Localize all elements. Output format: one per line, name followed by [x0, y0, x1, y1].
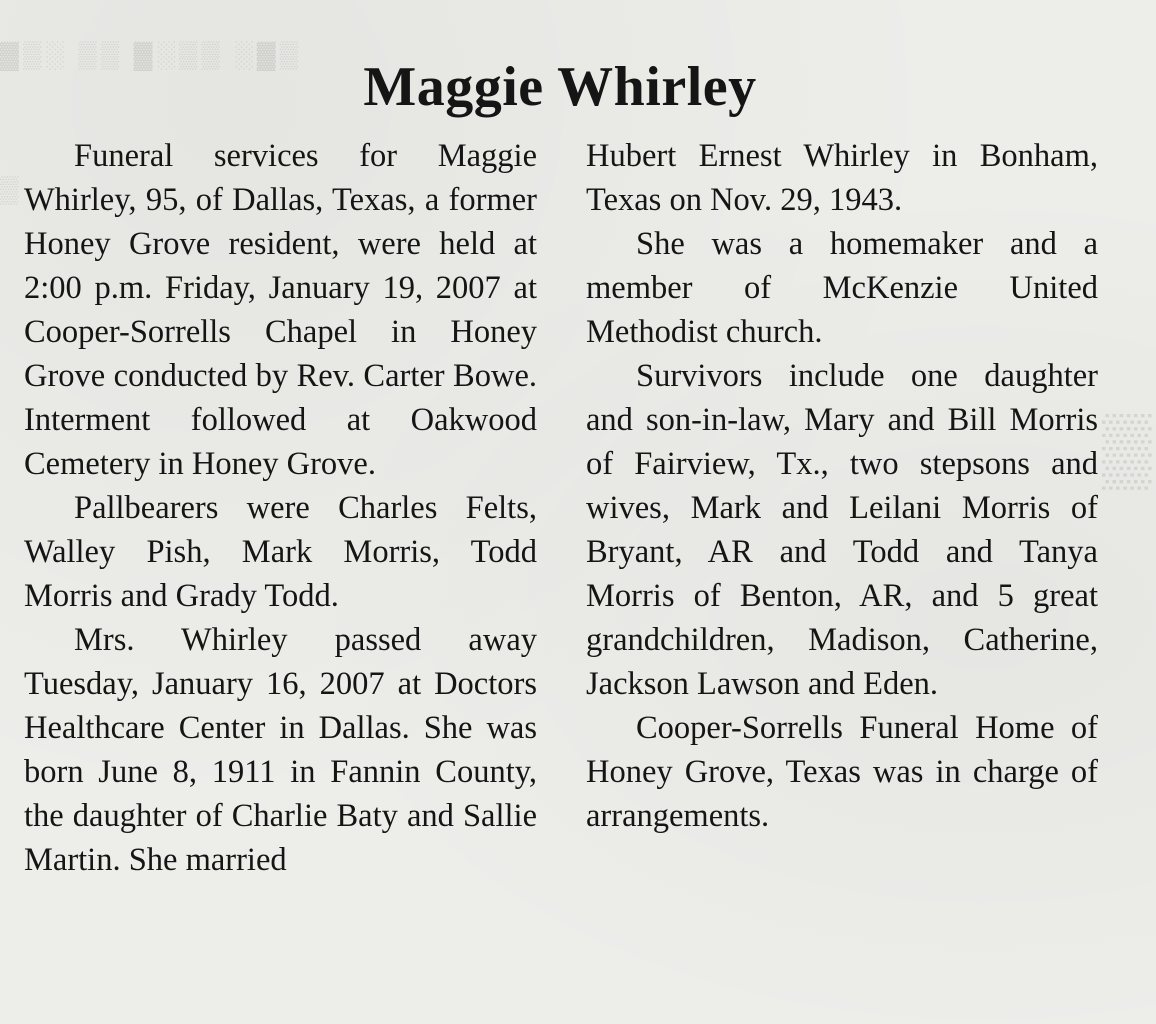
obituary-headline: Maggie Whirley — [363, 56, 757, 118]
paragraph-funeral-services: Funeral services for Maggie Whirley, 95, of Dallas, Texas, a former Honey Grove resident, were held at 2:00 p.m. Friday, January 19, 2007 at Cooper-Sorrells Chapel in Honey Grove conducted by Rev. Carter Bowe. Interment followed at Oakwood Cemetery in Honey Grove. — [24, 138, 537, 482]
reverse-side-bleed-through: ▓▒░ ▒▒ ▓░▒▒ ░▓▒ — [0, 40, 303, 69]
paragraph-pallbearers: Pallbearers were Charles Felts, Walley Pish, Mark Morris, Todd Morris and Grady Todd. — [24, 490, 537, 614]
left-column — [24, 134, 537, 882]
right-column — [586, 134, 1098, 838]
paragraph-arrangements: Cooper-Sorrells Funeral Home of Honey Grove, Texas was in charge of arrangements. — [586, 710, 1098, 834]
reverse-side-bleed-through-left: ▒ — [0, 175, 23, 204]
paragraph-biography: Mrs. Whirley passed away Tuesday, January 16, 2007 at Doctors Healthcare Center in Dallas. She was born June 8, 1911 in Fannin County, the daughter of Charlie Baty and Sallie Martin. She married — [24, 622, 537, 878]
reverse-side-bleed-through-right: ▒ — [1102, 411, 1156, 488]
paragraph-survivors: Survivors include one daughter and son-in-law, Mary and Bill Morris of Fairview, Tx., two stepsons and wives, Mark and Leilani Morris of Bryant, AR and Todd and Tanya Morris of Benton, AR, and 5 great grandchildren, Madison, Catherine, Jackson Lawson and Eden. — [586, 358, 1098, 702]
paragraph-homemaker: She was a homemaker and a member of McKenzie United Methodist church. — [586, 226, 1098, 350]
paragraph-biography-continued: Hubert Ernest Whirley in Bonham, Texas on Nov. 29, 1943. — [586, 138, 1098, 218]
